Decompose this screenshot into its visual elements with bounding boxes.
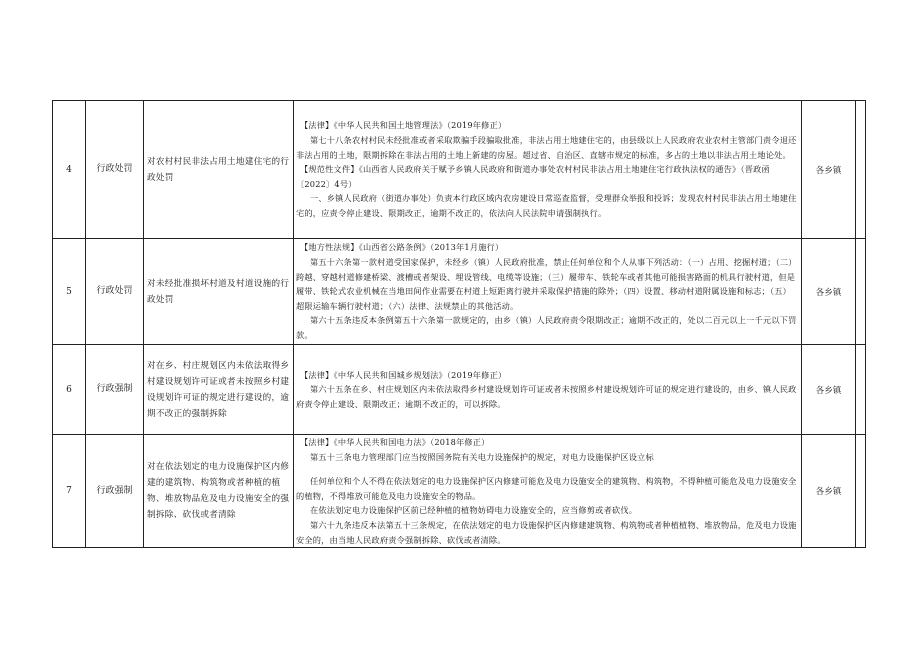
- basis-clause: 第五十六条第一款村道受国家保护，未经乡（镇）人民政府批准，禁止任何单位和个人从事下列活动：（一）占用、挖掘村道；（二）跨越、穿越村道修建桥梁、渡槽或者架设、埋设管线、电缆等设施；（三）履带车、铁轮车或者其他可能损害路面的机具行驶村道，但是履带、铁轮式农业机械在当地田间作业需要在村道上短距离行驶并采取保护措施的除外；（四）设置、移动村道附属设施和标志；（五）超限运输车辆行驶村道；（六）法律、法规禁止的其他活动。: [296, 257, 797, 311]
- power-item: 对农村村民非法占用土地建住宅的行政处罚: [144, 101, 294, 239]
- legal-basis: [294, 435, 802, 548]
- blank-cell: [856, 101, 866, 239]
- enforcement-table: [52, 100, 866, 548]
- enforcement-subject: 各乡镇: [802, 101, 856, 239]
- legal-basis: [294, 239, 802, 345]
- basis-heading: 【规范性文件】《山西省人民政府关于赋予乡镇人民政府和街道办事处农村村民非法占用土地建住宅行政执法权的通告》（晋政函〔2022〕4号）: [296, 164, 770, 189]
- basis-clause: 第六十五条违反本条例第五十六条第一款规定的，由乡（镇）人民政府责令限期改正；逾期不改正的，处以二百元以上一千元以下罚款。: [296, 315, 797, 340]
- row-number: 6: [53, 345, 86, 435]
- row-number: 7: [53, 435, 86, 548]
- blank-cell: [856, 435, 866, 548]
- row-number: 4: [53, 101, 86, 239]
- basis-clause: 第六十九条违反本法第五十三条规定，在依法划定的电力设施保护区内修建建筑物、构筑物或者种植植物、堆放物品，危及电力设施安全的，由当地人民政府责令强制拆除、砍伐或者清除。: [296, 519, 797, 545]
- row-number: 5: [53, 239, 86, 345]
- power-item: 对在依法划定的电力设施保护区内修建的建筑物、构筑物或者种植的植物、堆放物品危及电力设施安全的强制拆除、砍伐或者清除: [144, 435, 294, 548]
- power-type: 行政处罚: [86, 239, 144, 345]
- enforcement-subject: 各乡镇: [802, 239, 856, 345]
- basis-clause: 在依法划定电力设施保护区前已经种植的植物妨碍电力设施安全的，应当修剪或者砍伐。: [310, 505, 638, 516]
- power-type: 行政强制: [86, 435, 144, 548]
- enforcement-subject: 各乡镇: [802, 345, 856, 435]
- basis-clause: 第五十三条电力管理部门应当按照国务院有关电力设施保护的规定，对电力设施保护区设立标: [310, 451, 654, 462]
- basis-heading: 【法律】《中华人民共和国电力法》（2018年修正）: [300, 437, 490, 447]
- blank-cell: [856, 345, 866, 435]
- basis-clause: 第六十五条在乡、村庄规划区内未依法取得乡村建设规划许可证或者未按照乡村建设规划许可证的规定进行建设的，由乡、镇人民政府责令停止建设、限期改正；逾期不改正的，可以拆除。: [296, 384, 797, 409]
- table-row: [53, 239, 866, 345]
- table-row: [53, 345, 866, 435]
- power-type: 行政强制: [86, 345, 144, 435]
- table-row: [53, 435, 866, 548]
- table-row: [53, 101, 866, 239]
- legal-basis: [294, 101, 802, 239]
- basis-heading: 【法律】《中华人民共和国土地管理法》（2019年修正）: [300, 120, 507, 131]
- basis-clause: 任何单位和个人不得在依法划定的电力设施保护区内修建可能危及电力设施安全的建筑物、构筑物，不得种植可能危及电力设施安全的植物，不得堆放可能危及电力设施安全的物品。: [296, 476, 797, 501]
- blank-cell: [856, 239, 866, 345]
- legal-basis: [294, 345, 802, 435]
- power-type: 行政处罚: [86, 101, 144, 239]
- basis-heading: 【法律】《中华人民共和国城乡规划法》（2019年修正）: [300, 369, 507, 380]
- enforcement-subject: 各乡镇: [802, 435, 856, 548]
- basis-clause: 一、乡镇人民政府（街道办事处）负责本行政区域内农房建设日常巡查监督，受理群众举报和投诉；发现农村村民非法占用土地建住宅的，应责令停止建设、限期改正，逾期不改正的，依法向人民法院申请强制执行。: [296, 193, 797, 218]
- power-item: 对在乡、村庄规划区内未依法取得乡村建设规划许可证或者未按照乡村建设规划许可证的规定进行建设的，逾期不改正的强制拆除: [144, 345, 294, 435]
- power-item: 对未经批准损坏村道及村道设施的行政处罚: [144, 239, 294, 345]
- basis-clause: 第七十八条农村村民未经批准或者采取欺骗手段骗取批准，非法占用土地建住宅的，由县级以上人民政府农业农村主管部门责令退还非法占用的土地，限期拆除在非法占用的土地上新建的房屋。超过省、自治区、直辖市规定的标准，多占的土地以非法占用土地论处。: [296, 135, 797, 160]
- basis-heading: 【地方性法规】《山西省公路条例》（2013年1月施行）: [300, 242, 504, 253]
